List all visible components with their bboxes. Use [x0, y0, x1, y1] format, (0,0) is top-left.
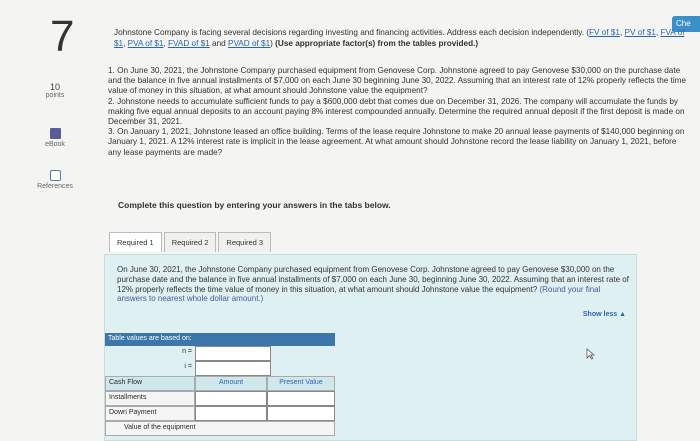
- question-intro: Johnstone Company is facing several decisions regarding investing and financing activities. Address each decision independently. (FV of $1, PV of $1, FVA of $1, PVA of $1, FVAD of $1 and PVAD of $1) (Use appropriate factor(s) from the tables provided.): [114, 28, 685, 48]
- col-present-value: Present Value: [267, 376, 335, 391]
- tab-required-3[interactable]: Required 3: [218, 232, 271, 252]
- points-value: 10: [49, 82, 60, 92]
- pv-table: [105, 333, 335, 436]
- points-indicator: [30, 82, 80, 99]
- down-payment-amount-input[interactable]: [195, 406, 267, 421]
- link-pva[interactable]: PVA of $1: [127, 38, 164, 48]
- link-fvad[interactable]: FVAD of $1: [168, 38, 210, 48]
- ebook-label: eBook: [45, 141, 65, 148]
- table-row: [105, 391, 335, 406]
- i-row: [105, 361, 335, 376]
- installments-amount-input[interactable]: [195, 391, 267, 406]
- problem-2: 2. Johnstone needs to accumulate sufficient funds to pay a $600,000 debt that comes due on December 31, 2026. The company will accumulate the funds by making five equal annual deposits to an account paying 8% interest compounded annually. Determine the required annual deposit if the first deposit is made on December 31, 2021.: [108, 96, 685, 127]
- table-header: Table values are based on:: [105, 333, 335, 346]
- i-label: i =: [184, 363, 192, 370]
- tab-required-2[interactable]: Required 2: [164, 232, 217, 252]
- question-number: 7: [50, 12, 75, 61]
- link-fva[interactable]: FVA of $1: [114, 28, 685, 48]
- tab-required-1[interactable]: Required 1: [109, 232, 162, 252]
- n-input[interactable]: [195, 346, 271, 361]
- references-link[interactable]: [30, 170, 80, 190]
- col-amount: Amount: [195, 376, 267, 391]
- factor-note: (Use appropriate factor(s) from the tables provided.): [272, 38, 479, 48]
- rounding-hint: (Round your final answers to nearest whole dollar amount.): [117, 284, 601, 304]
- table-column-headers: [105, 376, 335, 391]
- row-label-equipment-value: Value of the equipment: [105, 421, 335, 436]
- link-fv[interactable]: FV of $1: [589, 28, 620, 37]
- check-my-work-button[interactable]: Che: [672, 16, 700, 32]
- n-row: [105, 346, 335, 361]
- i-input[interactable]: [195, 361, 271, 376]
- problem-1: 1. On June 30, 2021, the Johnstone Company purchased equipment from Genovese Corp. Johnstone agreed to pay Genovese $30,000 on the purchase date and the balance in five annual installments of $7,000 on each June 30 beginning June 30, 2022. Assuming that an interest rate of 12% properly reflects the time value of money in this situation, at what amount should Johnstone value the equipment?: [108, 66, 687, 96]
- problem-3: 3. On January 1, 2021, Johnstone leased an office building. Terms of the lease require Johnstone to make 20 annual lease payments of $140,000 beginning on January 1, 2021. A 12% interest rate is implicit in the lease agreement. At what amount should Johnstone record the lease liability on January 1, 2021, before any lease payments are made?: [108, 127, 685, 157]
- required-tabs: [109, 232, 273, 252]
- references-label: References: [37, 183, 73, 190]
- points-label: points: [45, 92, 65, 99]
- col-cash-flow: Cash Flow: [105, 376, 195, 391]
- ebook-link[interactable]: [30, 128, 80, 148]
- down-payment-pv-input[interactable]: [267, 406, 335, 421]
- mouse-cursor-icon: [586, 348, 595, 360]
- show-less-toggle[interactable]: Show less ▲: [582, 311, 626, 318]
- book-icon: [50, 128, 61, 139]
- table-row: [105, 406, 335, 421]
- complete-instruction: Complete this question by entering your answers in the tabs below.: [118, 200, 391, 210]
- installments-pv-input[interactable]: [267, 391, 335, 406]
- references-icon: [50, 170, 61, 181]
- panel-question-text: On June 30, 2021, the Johnstone Company purchased equipment from Genovese Corp. Johnstone agreed to pay Genovese $30,000 on the purchase date and the balance in five annual installments of $7,000 on each June 30, beginning June 30, 2022. Assuming that an interest rate of 12% properly reflects the time value of money in this situation, at what amount should Johnstone value the equipment? (Round your final answers to nearest whole dollar amount.): [117, 265, 629, 304]
- n-label: n =: [182, 348, 192, 355]
- link-pvad[interactable]: PVAD of $1: [227, 38, 271, 48]
- problem-list: [108, 66, 690, 158]
- answer-panel: [104, 254, 637, 441]
- link-pv[interactable]: PV of $1: [624, 28, 656, 37]
- row-label-down-payment: Down Payment: [105, 406, 195, 421]
- row-label-installments: Installments: [105, 391, 195, 406]
- table-row-total: [105, 421, 335, 436]
